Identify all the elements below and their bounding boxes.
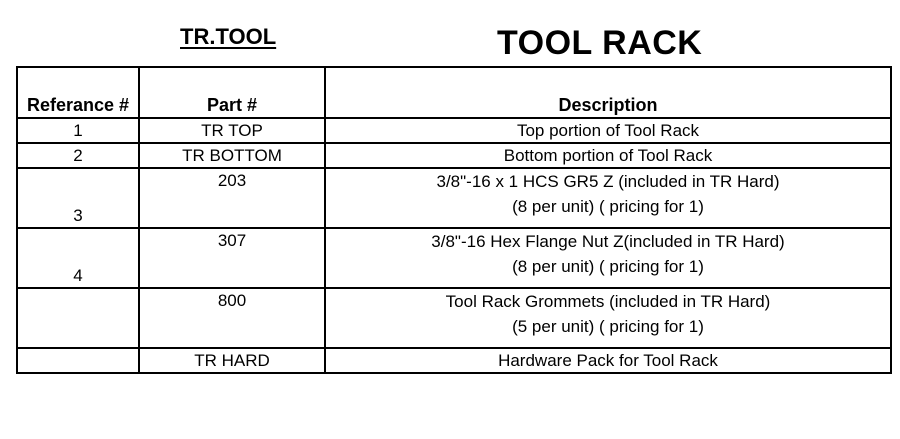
- part-cell: 800: [139, 288, 325, 348]
- description-cell: [325, 228, 891, 288]
- table-row: [17, 288, 891, 348]
- description-cell: Top portion of Tool Rack: [325, 118, 891, 143]
- reference-cell: [17, 348, 139, 373]
- table-row: [17, 168, 891, 228]
- table-row: [17, 348, 891, 373]
- column-header-part: Part #: [139, 67, 325, 118]
- document-code: TR.TOOL: [180, 24, 277, 49]
- description-cell: [325, 288, 891, 348]
- part-cell: 203: [139, 168, 325, 228]
- description-line: Tool Rack Grommets (included in TR Hard): [445, 292, 771, 311]
- description-line: 3/8"-16 Hex Flange Nut Z(included in TR Hard): [431, 232, 785, 251]
- reference-cell: [17, 288, 139, 348]
- column-header-description: Description: [325, 67, 891, 118]
- table-row: [17, 118, 891, 143]
- reference-cell: 4: [17, 228, 139, 288]
- document-title: TOOL RACK: [497, 24, 703, 62]
- description-cell: Bottom portion of Tool Rack: [325, 143, 891, 168]
- part-cell: TR TOP: [139, 118, 325, 143]
- description-line: (5 per unit) ( pricing for 1): [512, 317, 704, 336]
- description-cell: Hardware Pack for Tool Rack: [325, 348, 891, 373]
- reference-cell: 1: [17, 118, 139, 143]
- part-cell: TR HARD: [139, 348, 325, 373]
- description-line: (8 per unit) ( pricing for 1): [512, 197, 704, 216]
- description-line: 3/8"-16 x 1 HCS GR5 Z (included in TR Hard): [436, 172, 780, 191]
- description-line: (8 per unit) ( pricing for 1): [512, 257, 704, 276]
- description-cell: [325, 168, 891, 228]
- reference-cell: 2: [17, 143, 139, 168]
- column-header-reference: Referance #: [17, 67, 139, 118]
- parts-table: [16, 66, 892, 374]
- table-header-row: [17, 67, 891, 118]
- table-row: [17, 143, 891, 168]
- part-cell: TR BOTTOM: [139, 143, 325, 168]
- table-row: [17, 228, 891, 288]
- part-cell: 307: [139, 228, 325, 288]
- reference-cell: 3: [17, 168, 139, 228]
